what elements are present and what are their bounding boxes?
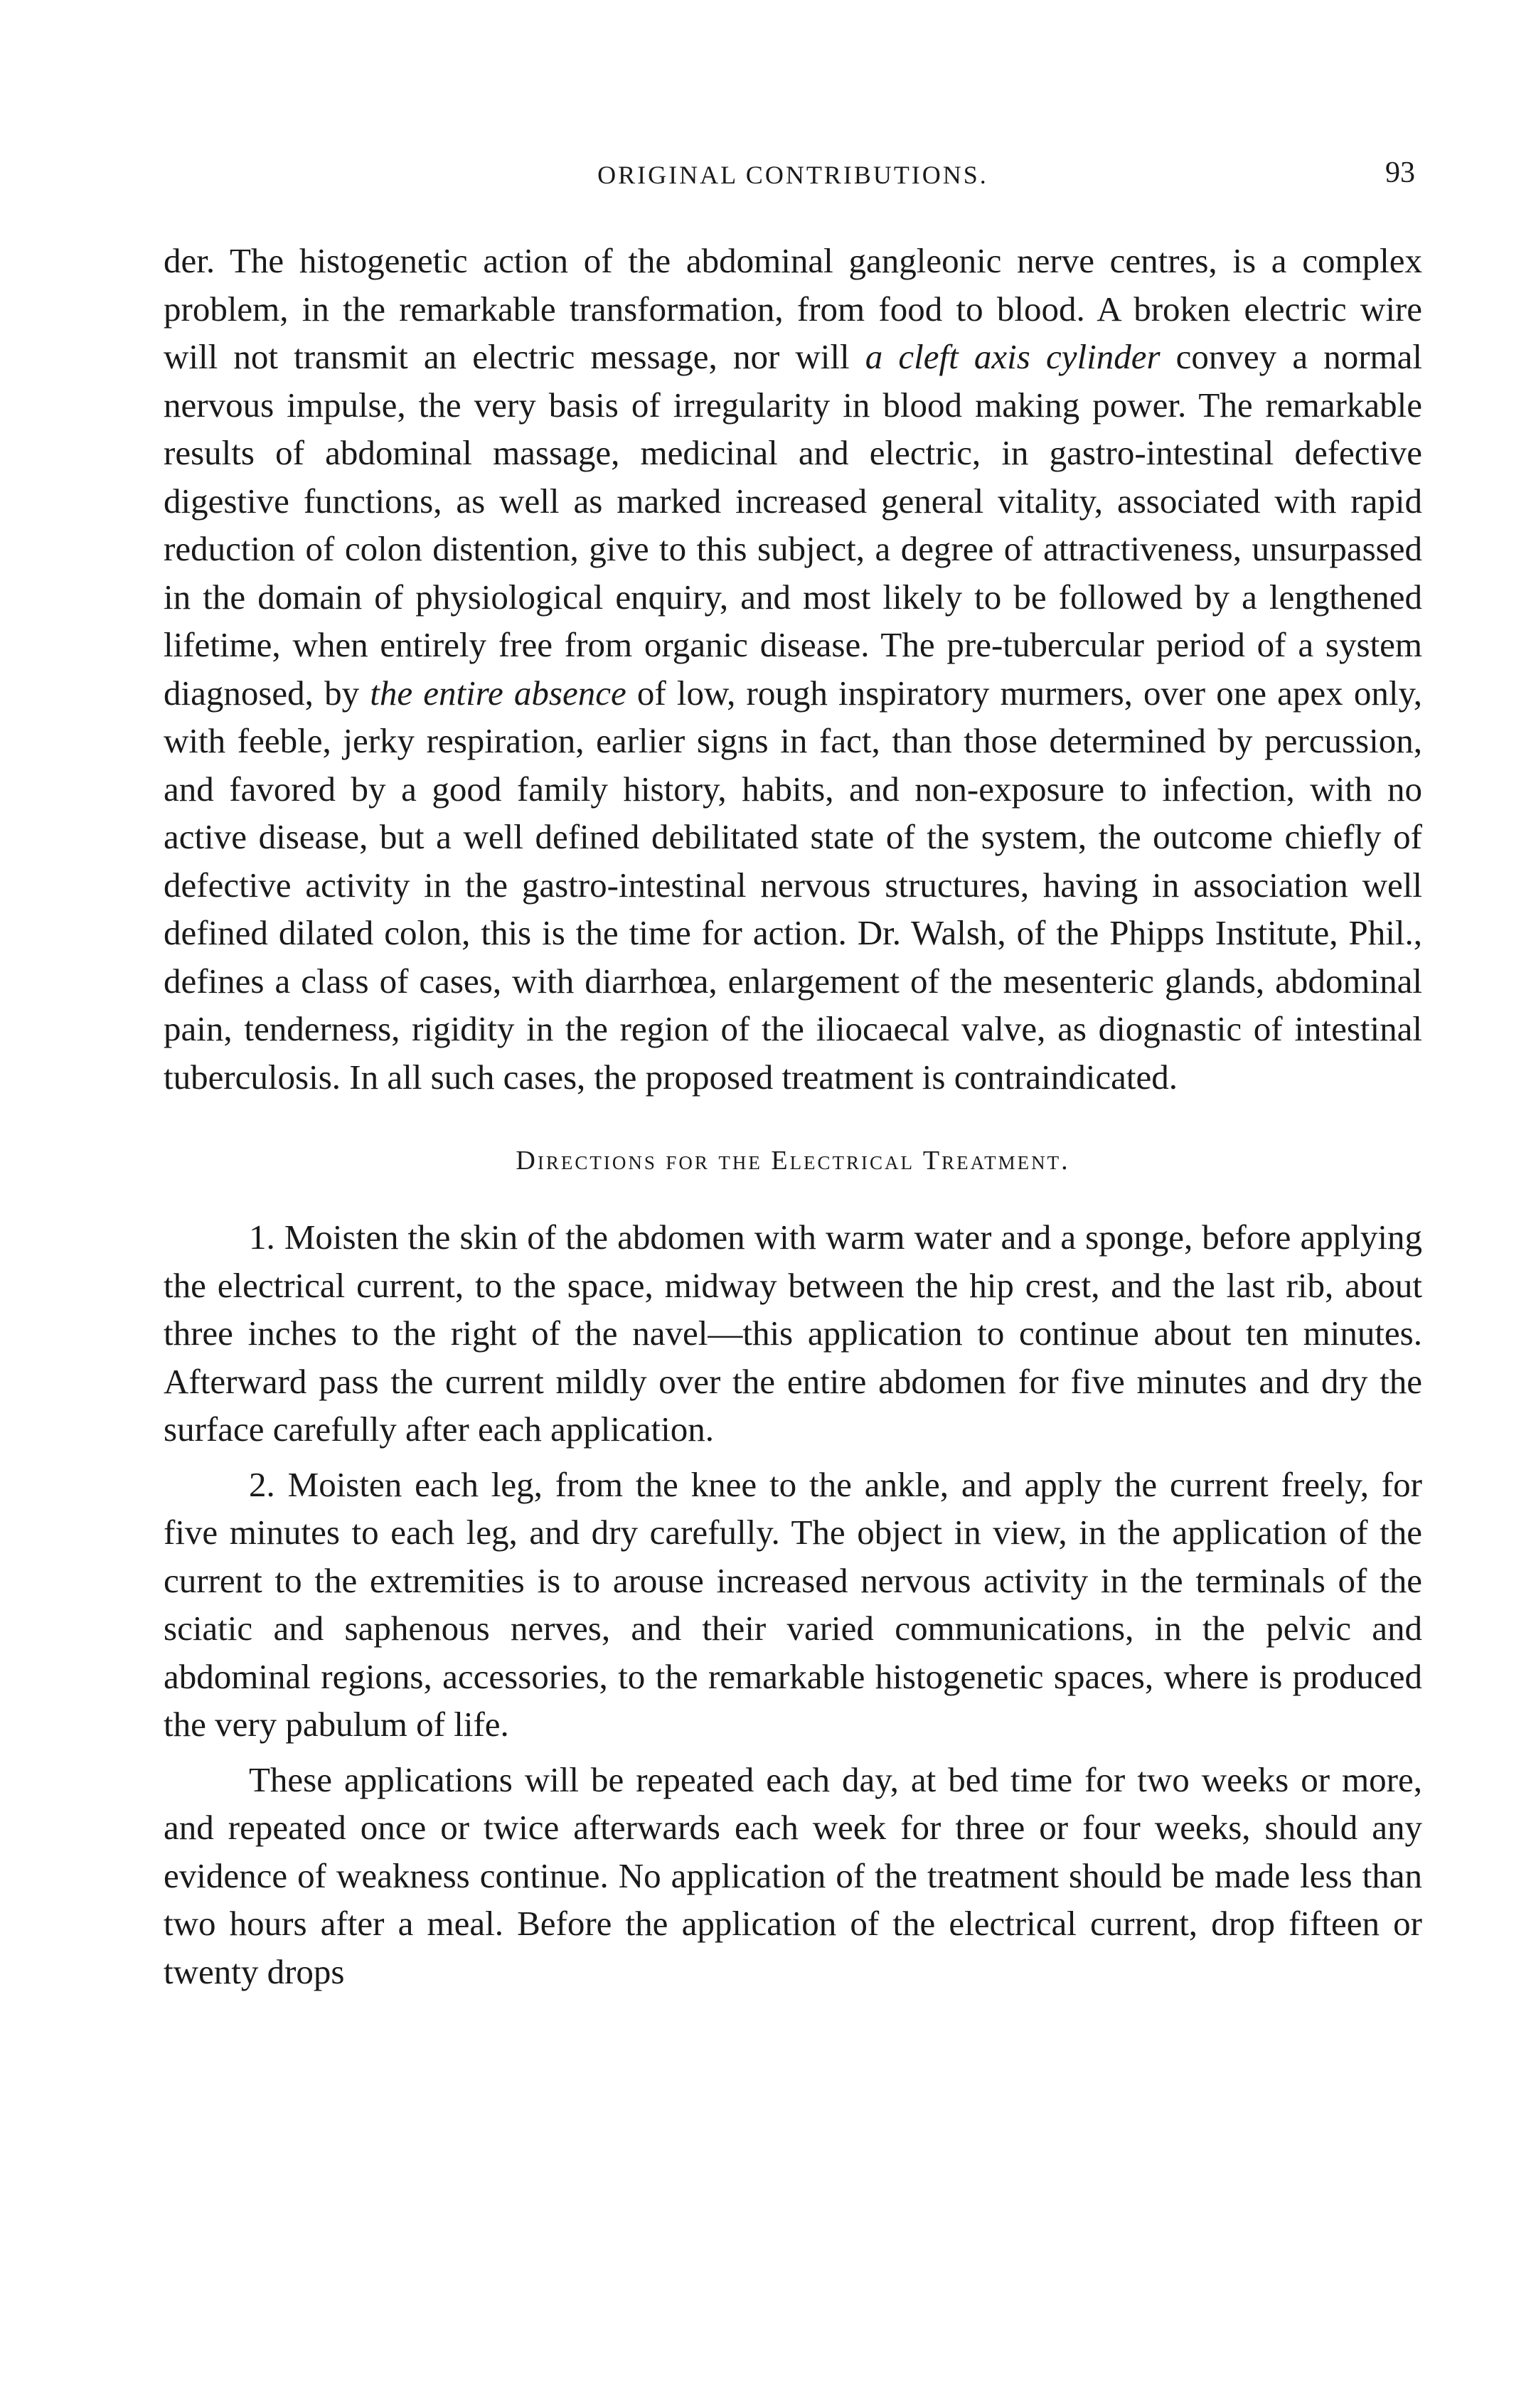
section-heading: Directions for the Electrical Treatment. — [516, 1146, 1070, 1176]
paragraph-text-segment: der. The histogenetic action of the abdominal gangleonic nerve centres, is a complex problem, in the remarkable transformation, from food to blood. A broken electric wire will not transmit an electric message, nor will — [164, 241, 1422, 376]
book-page — [164, 156, 1423, 1996]
running-title: ORIGINAL CONTRIBUTIONS. — [597, 161, 988, 189]
direction-item-2: 2. Moisten each leg, from the knee to the ankle, and apply the current freely, for five minutes to each leg, and dry carefully. The object in view, in the application of the current to the extremities is to arouse increased nervous activity in the terminals of the sciatic and saphenous nerves, and their varied communications, in the pelvic and abdominal regions, accessories, to the remarkable histogenetic spaces, where is produced the very pabulum of life. — [164, 1464, 1422, 1744]
paragraph-text-segment: convey a normal nervous impulse, the very basis of irregularity in blood making power. The remarkable results of abdominal massage, medicinal and electric, in gastro-intestinal defective digestive functions, as well as marked increased general vitality, associated with rapid reduction of colon distention, give to this subject, a degree of attractiveness, unsurpassed in the domain of physiological enquiry, and most likely to be followed by a lengthened lifetime, when entirely free from organic disease. The pre-tubercular period of a system diagnosed, by — [164, 337, 1423, 713]
paragraph-text-segment: of low, rough inspiratory murmers, over one apex only, with feeble, jerky respiration, earlier signs in fact, than those determined by percussion, and favored by a good family history, habits, and non-exposure to infection, with no active disease, but a well defined debilitated state of the system, the outcome chiefly of defective activity in the gastro-intestinal nervous structures, having in association well defined dilated colon, this is the time for action. Dr. Walsh, of the Phipps Institute, Phil., defines a class of cases, with diarrhœa, enlargement of the mesenteric glands, abdominal pain, tenderness, rigidity in the region of the iliocaecal valve, as diognastic of intestinal tuberculosis. In all such cases, the proposed treatment is contraindicated. — [164, 673, 1423, 1097]
italic-phrase: a cleft axis cylinder — [865, 337, 1161, 376]
page-number: 93 — [1385, 156, 1415, 189]
body-paragraph-continued — [164, 237, 1422, 1101]
direction-item-1: 1. Moisten the skin of the abdomen with warm water and a sponge, before applying the electrical current, to the space, midway between the hip crest, and the last rib, about three inches to the right of the navel—this application to continue about ten minutes. Afterward pass the current mildly over the entire abdomen for five minutes and dry the surface carefully after each application. — [164, 1218, 1422, 1449]
running-head — [164, 156, 1422, 217]
body-paragraph: These applications will be repeated each day, at bed time for two weeks or more, and repeated once or twice afterwards each week for three or four weeks, should any evidence of weakness continue. No application of the treatment should be made less than two hours after a meal. Before the application of the electrical current, drop fifteen or twenty drops — [164, 1759, 1422, 1991]
italic-phrase: the entire absence — [370, 673, 626, 713]
